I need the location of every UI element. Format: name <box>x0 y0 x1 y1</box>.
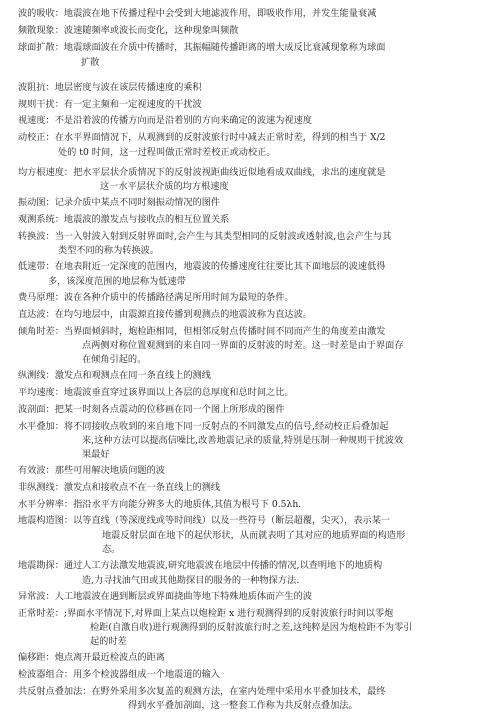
glossary-entry <box>18 131 486 160</box>
glossary-entry <box>18 498 486 513</box>
entry-definition-line: 水平分辨率：指沿水平方向能分辨多大的地质体,其值为根号下 0.5λh. <box>18 498 302 510</box>
glossary-entry <box>18 481 486 496</box>
glossary-entry <box>18 607 486 650</box>
entry-continuation-line: 果最好 <box>82 449 110 461</box>
entry-definition-line: 规则干扰：有一定主频和一定视速度的干扰波 <box>18 98 202 110</box>
glossary-entry <box>18 464 486 479</box>
entry-continuation-line: 得到水平叠加剖面，这一整套工作称为共反射点叠加法。 <box>128 700 358 712</box>
entry-definition-line: 地震勘探：通过人工方法激发地震波,研究地震波在地层中传播的情况,以查明地下的地质构 <box>18 560 383 572</box>
entry-definition-line: 正常时差：;界面水平情况下,对界面上某点以炮检距 x 进行观测得到的反射波旅行时间以零炮 <box>18 607 394 619</box>
entry-continuation-line: 造,力寻找油气田或其他勘探目的服务的一种物探方法. <box>82 574 300 586</box>
entry-continuation-line: 态。 <box>102 543 121 555</box>
glossary-entry <box>18 114 486 129</box>
entry-continuation-line: 点两侧对称位置观测到的来自同一界面的反射波的时差。这一时差是由于界面存 <box>82 340 404 352</box>
entry-definition-line: 波剖面：把某一时刻各点震动的位移画在同一个图上所形成的图件 <box>18 403 285 415</box>
entry-definition-line: 观测系统：地震波的激发点与接收点的相互位置关系 <box>18 214 230 226</box>
entry-definition-line: 地震构造图：以等直线（等深度线或等时间线）以及一些符号（断层超覆，尖灭），表示某一 <box>18 515 391 527</box>
entry-definition-line: 水平叠加：将不同接收点收到的来自地下同一反射点的不同激发点的信号,经动校正后叠加起 <box>18 420 389 432</box>
glossary-entry <box>18 369 486 384</box>
entry-continuation-line: 类型不同的称为转换波。 <box>58 245 160 257</box>
glossary-entry <box>18 98 486 113</box>
entry-continuation-line: 这一水平层状介质的均方根速度 <box>100 181 229 193</box>
glossary-entry <box>18 81 486 96</box>
entry-definition-line: 动校正：在水平界面情况下，从观测到的反射波旅行时中减去正常时差，得到的相当于 X/2 <box>18 132 386 144</box>
glossary-entry <box>18 590 486 605</box>
entry-continuation-line: 地震反射层面在地下的起伏形状，从而就表明了其对应的地质界面的构造形 <box>102 530 406 542</box>
entry-continuation-line: 在倾角引起的。 <box>82 354 147 366</box>
entry-definition-line: 均方根速度：把水平层状介质情况下的反射波视距曲线近似地看成双曲线，求出的速度就是 <box>18 166 386 178</box>
glossary-entry <box>18 291 486 306</box>
entry-definition-line: 共反射点叠加法：在野外采用多次复盖的观测方法，在室内处理中采用水平叠加技术，最终 <box>18 685 386 697</box>
entry-definition-line: 异常波：人工地震波在遇到断层或界面挠曲等地下特殊地质体而产生的波 <box>18 590 312 602</box>
glossary-entry <box>18 41 486 70</box>
entry-definition-line: 直达波：在均匀地层中，由震源直接传播到观测点的地震波称为直达波。 <box>18 308 312 320</box>
glossary-entry <box>18 196 486 211</box>
entry-continuation-line: 来,这种方法可以提高信噪比,改善地震记录的质量,特别是压制一种规则干扰波效 <box>82 435 404 447</box>
glossary-entry <box>18 386 486 401</box>
glossary-entry <box>18 420 486 463</box>
entry-continuation-line: 多，该深度范围的地层称为低速带 <box>48 276 186 288</box>
glossary-entry <box>18 7 486 22</box>
glossary-entry <box>18 166 486 195</box>
entry-definition-line: 平均速度：地震波垂直穿过该界面以上各层的总厚度和总时间之比。 <box>18 387 294 399</box>
glossary-entry <box>18 514 486 557</box>
glossary-entry <box>18 260 486 289</box>
glossary-entry <box>18 308 486 323</box>
glossary-entry <box>18 325 486 368</box>
entry-definition-line: 振动图：记录介质中某点不同时刻振动情况的图件 <box>18 197 221 209</box>
entry-definition-line: 费马原理：波在各种介质中的传播路径满足所用时间为最短的条件。 <box>18 292 294 304</box>
entry-definition-line: 球面扩散：地震球面波在介质中传播时，其振幅随传播距离的增大成反比衰减现象称为球面 <box>18 41 386 53</box>
entry-definition-line: 倾角时差：当界面倾斜时，炮检距相同，但相邻反射点传播时间不同而产生的角度差由激发 <box>18 325 386 337</box>
entry-definition-line: 非纵测线：激发点和接收点不在一条直线上的测线 <box>18 481 221 493</box>
entry-definition-line: 偏移距：炮点离开最近检波点的距离 <box>18 652 165 664</box>
glossary-entry <box>18 24 486 39</box>
entry-continuation-line: 起的时差 <box>90 636 127 648</box>
glossary-entry <box>18 230 486 259</box>
entry-continuation-line: 扩散 <box>81 56 100 68</box>
entry-definition-line: 频散现象：波速随频率或波长而变化，这种现象叫频散 <box>18 25 239 37</box>
entry-definition-line: 低速带：在地表附近一定深度的范围内，地震波的传播速度往往要比其下面地层的波速低得 <box>18 261 386 273</box>
entry-definition-line: 波的吸收：地震波在地下传播过程中会受到大地滤波作用，即吸收作用，并发生能量衰减 <box>18 8 377 20</box>
entry-definition-line: 检波器组合：用多个检波器组成一个地震道的输入 <box>18 668 221 680</box>
entry-continuation-line: 检距(自激自收)进行观测得到的反射波旅行时之差,这纯粹是因为炮检距不为零引 <box>90 622 413 634</box>
entry-definition-line: 转换波：当一入射波入射到反射界面时,会产生与其类型相同的反射波或透射波,也会产生与其 <box>18 230 392 242</box>
glossary-entry <box>18 559 486 588</box>
entry-definition-line: 纵测线：激发点和观测点在同一条直线上的测线 <box>18 370 211 382</box>
entry-definition-line: 波阻抗：地层密度与波在该层传播速度的乘积 <box>18 81 202 93</box>
entry-definition-line: 有效波：那些可用解决地质问题的波 <box>18 465 165 477</box>
glossary-entry <box>18 403 486 418</box>
glossary-entry <box>18 668 486 683</box>
glossary-entry <box>18 213 486 228</box>
glossary-entry <box>18 651 486 666</box>
entry-continuation-line: 处的 t0 时间，这一过程叫做正常时差校正或动校正。 <box>58 146 276 158</box>
glossary-entry <box>18 685 486 713</box>
entry-definition-line: 视速度：不是沿着波的传播方向而是沿着别的方向来确定的波速为视速度 <box>18 115 312 127</box>
